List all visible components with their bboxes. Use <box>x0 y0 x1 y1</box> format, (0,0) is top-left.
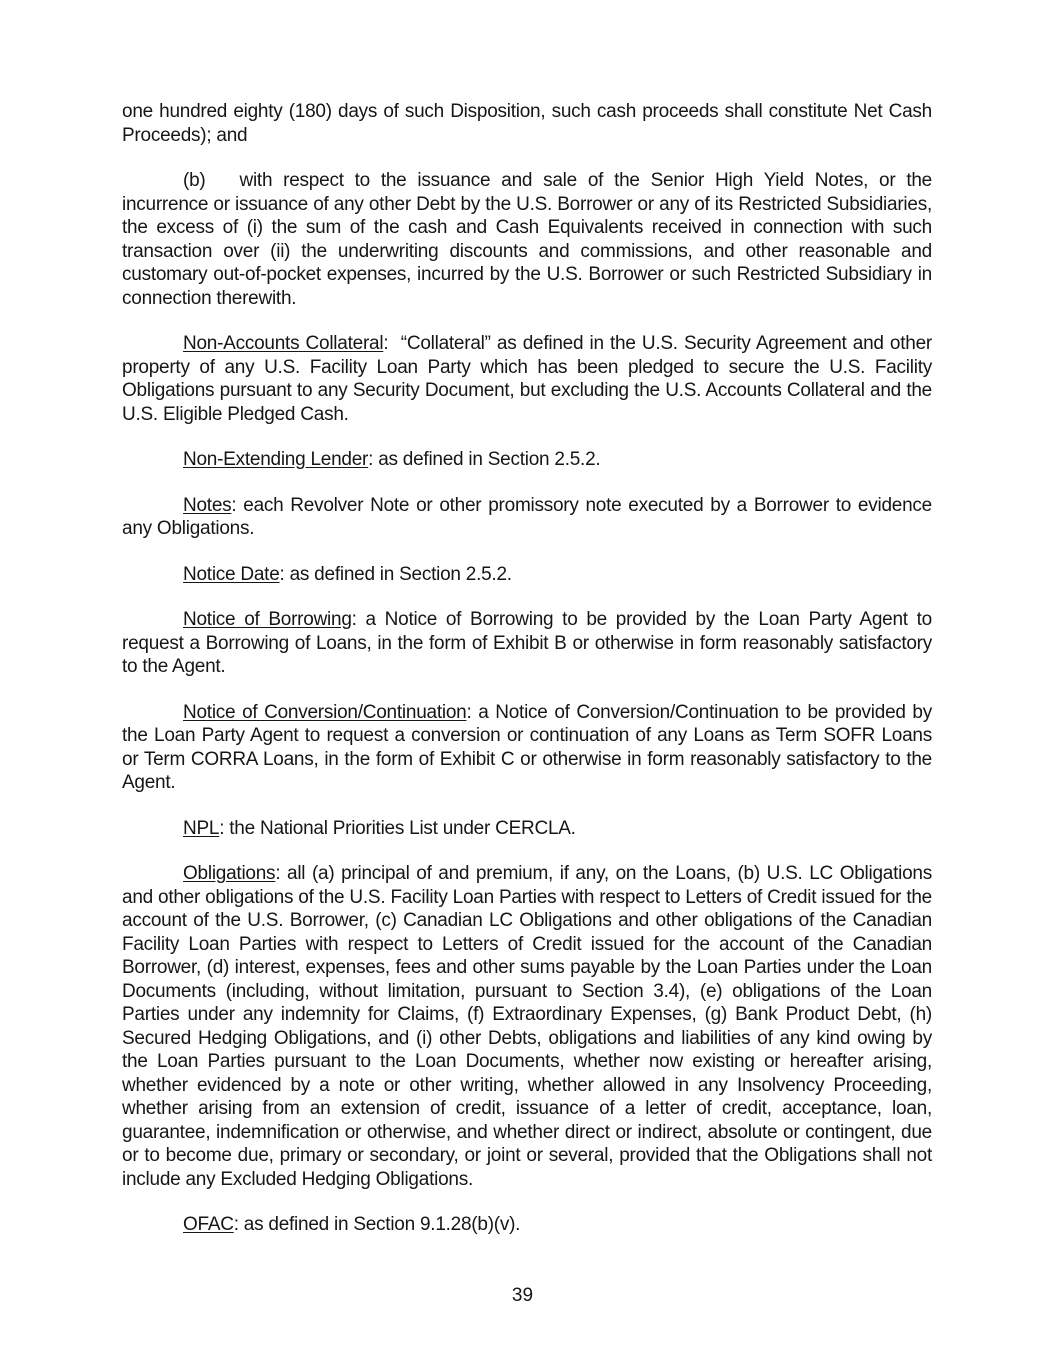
paragraph-text: : as defined in Section 9.1.28(b)(v). <box>233 1214 521 1235</box>
definition-npl <box>122 817 932 841</box>
paragraph-text: : as defined in Section 2.5.2. <box>279 563 512 585</box>
paragraph-text: one hundred eighty (180) days of such Disposition, such cash proceeds shall constitute Net Cash Proceeds); and <box>122 101 932 146</box>
definition-non-extending-lender <box>122 448 932 472</box>
defined-term: NPL <box>183 817 220 839</box>
defined-term: Non-Extending Lender <box>183 449 369 470</box>
paragraph-text: : a Notice of Conversion/Continuation to be provided by the Loan Party Agent to request a conversion or continuation of any Loans as Term SOFR Loans or Term CORRA Loans, in the form of Exhibit C or otherwise in form reasonably satisfactory to the Agent. <box>122 701 932 793</box>
definition-notice-date <box>122 563 932 587</box>
definition-notice-of-borrowing <box>122 608 932 679</box>
net-cash-proceeds-continuation-paragraph <box>122 100 932 147</box>
page-number: 39 <box>511 1284 534 1306</box>
clause-b-paragraph <box>122 169 932 310</box>
paragraph-text: (b) <box>183 170 206 191</box>
definition-ofac <box>122 1213 932 1237</box>
paragraph-text: : the National Priorities List under CERCLA. <box>219 817 576 839</box>
paragraph-text: : a Notice of Borrowing to be provided by the Loan Party Agent to request a Borrowing of Loans, in the form of Exhibit B or otherwise in form reasonably satisfactory to the Agent. <box>122 609 932 677</box>
paragraph-text: : all (a) principal of and premium, if any, on the Loans, (b) U.S. LC Obligations and other obligations of the U.S. Facility Loan Parties with respect to Letters of Credit issued for the account of the U.S. Borrower, (c) Canadian LC Obligations and other obligations of the Canadian Facility Loan Parties with respect to Letters of Credit issued for the account of the Canadian Borrower, (d) interest, expenses, fees and other sums payable by the Loan Parties under the Loan Documents (including, without limitation, pursuant to Section 3.4), (e) obligations of the Loan Parties under any indemnity for Claims, (f) Extraordinary Expenses, (g) Bank Product Debt, (h) Secured Hedging Obligations, and (i) other Debts, obligations and liabilities of any kind owing by the Loan Parties pursuant to the Loan Documents, whether now existing or hereafter arising, whether evidenced by a note or other writing, whether allowed in any Insolvency Proceeding, whether arising from an extension of credit, issuance of a letter of credit, acceptance, loan, guarantee, indemnification or otherwise, and whether direct or indirect, absolute or contingent, due or to become due, primary or secondary, or joint or several, provided that the Obligations shall not include any Excluded Hedging Obligations. <box>122 863 932 1190</box>
defined-term: Notice of Borrowing <box>183 609 352 630</box>
paragraph-text: with respect to the issuance and sale of the Senior High Yield Notes, or the incurrence or issuance of any other Debt by the U.S. Borrower or any of its Restricted Subsidiaries, the excess of (i) the sum of the cash and Cash Equivalents received in connection with such transaction over (ii) the underwriting discounts and commissions, and other reasonable and customary out-of-pocket expenses, incurred by the U.S. Borrower or such Restricted Subsidiary in connection therewith. <box>122 170 932 309</box>
page-content <box>122 100 932 1259</box>
defined-term: Notes <box>183 494 232 516</box>
paragraph-text: : each Revolver Note or other promissory note executed by a Borrower to evidence any Obligations. <box>122 494 932 539</box>
defined-term: Notice of Conversion/Continuation <box>183 701 467 723</box>
paragraph-text: : as defined in Section 2.5.2. <box>368 449 601 470</box>
definition-obligations <box>122 862 932 1191</box>
defined-term: OFAC <box>183 1214 234 1235</box>
defined-term: Non-Accounts Collateral <box>183 333 384 354</box>
defined-term: Obligations <box>183 863 276 884</box>
definition-non-accounts-collateral <box>122 332 932 426</box>
definition-notes <box>122 494 932 541</box>
paragraph-text: : “Collateral” as defined in the U.S. Security Agreement and other property of any U.S. Facility Loan Party which has been pledged to secure the U.S. Facility Obligations pursuant to any Security Document, but excluding the U.S. Accounts Collateral and the U.S. Eligible Pledged Cash. <box>122 333 932 425</box>
definition-notice-of-conversion-continuation <box>122 701 932 795</box>
defined-term: Notice Date <box>183 563 280 585</box>
